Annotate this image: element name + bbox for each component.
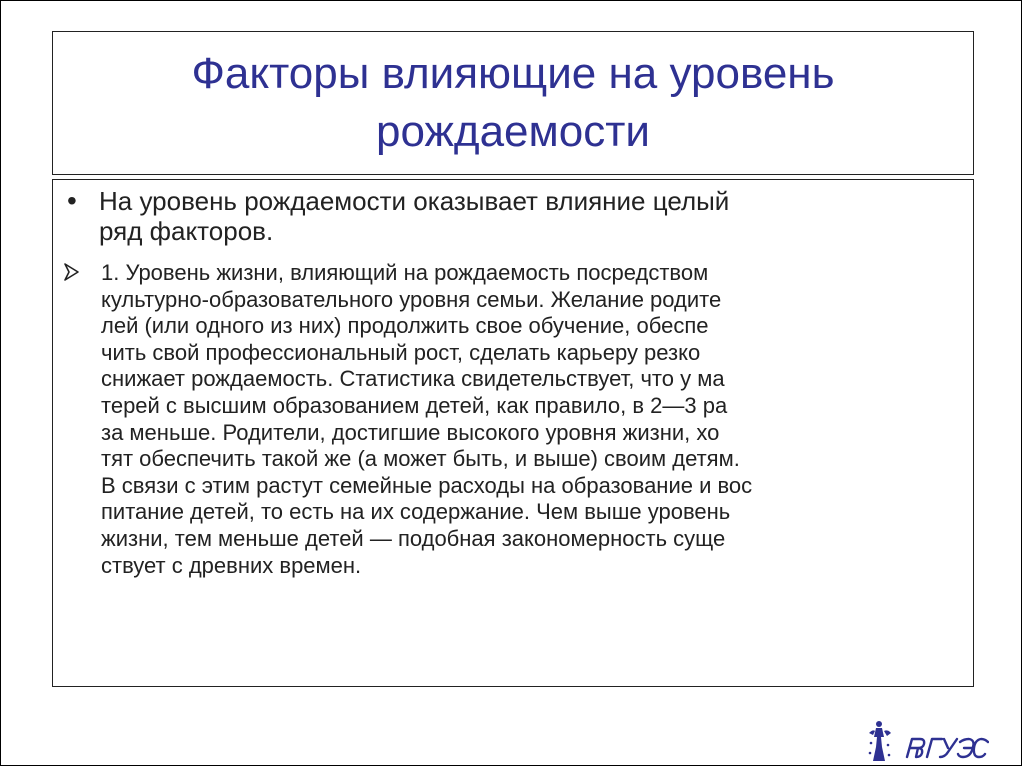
sub-bullet-line: В связи с этим растут семейные расходы на образование и вос — [101, 472, 753, 498]
sub-bullet-line: за меньше. Родители, достигшие высокого уровня жизни, хо — [101, 419, 720, 445]
sub-bullet-line: питание детей, то есть на их содержание. Чем выше уровень — [101, 499, 731, 525]
sub-bullet-line: 1. Уровень жизни, влияющий на рождаемость посредством — [101, 260, 709, 285]
bullet-text-line: На уровень рождаемости оказывает влияние целый — [99, 186, 730, 216]
sub-bullet-line: тят обеспечить такой же (а может быть, и выше) своим детям. — [101, 446, 740, 472]
slide-title-line-2: рождаемости — [376, 107, 650, 156]
sub-bullet-line: снижает рождаемость. Статистика свидетельствует, что у ма — [101, 366, 725, 392]
content-box — [52, 179, 974, 687]
sub-bullet-line: культурно-образовательного уровня семьи. Желание родите — [101, 286, 722, 312]
bullet-text-line: ряд факторов. — [99, 216, 274, 246]
sub-bullet-text — [101, 260, 752, 579]
sub-bullet-item — [61, 260, 752, 579]
title-box — [52, 31, 974, 175]
sub-bullet-line: ствует с древних времен. — [101, 552, 362, 578]
sub-bullet-line: лей (или одного из них) продолжить свое обучение, обеспе — [101, 313, 709, 339]
bullet-text — [99, 186, 959, 246]
sub-bullet-line: жизни, тем меньше детей — подобная закономерность суще — [101, 525, 726, 551]
bullet-marker: • — [67, 185, 77, 216]
sub-bullet-line: чить свой профессиональный рост, сделать карьеру резко — [101, 339, 701, 365]
bullet-item — [61, 186, 959, 246]
arrow-outline-icon — [61, 260, 101, 579]
vguies-logo — [865, 715, 989, 767]
slide-title-line-1: Факторы влияющие на уровень — [191, 49, 835, 98]
sub-bullet-line: терей с высшим образованием детей, как правило, в 2—3 ра — [101, 392, 728, 418]
